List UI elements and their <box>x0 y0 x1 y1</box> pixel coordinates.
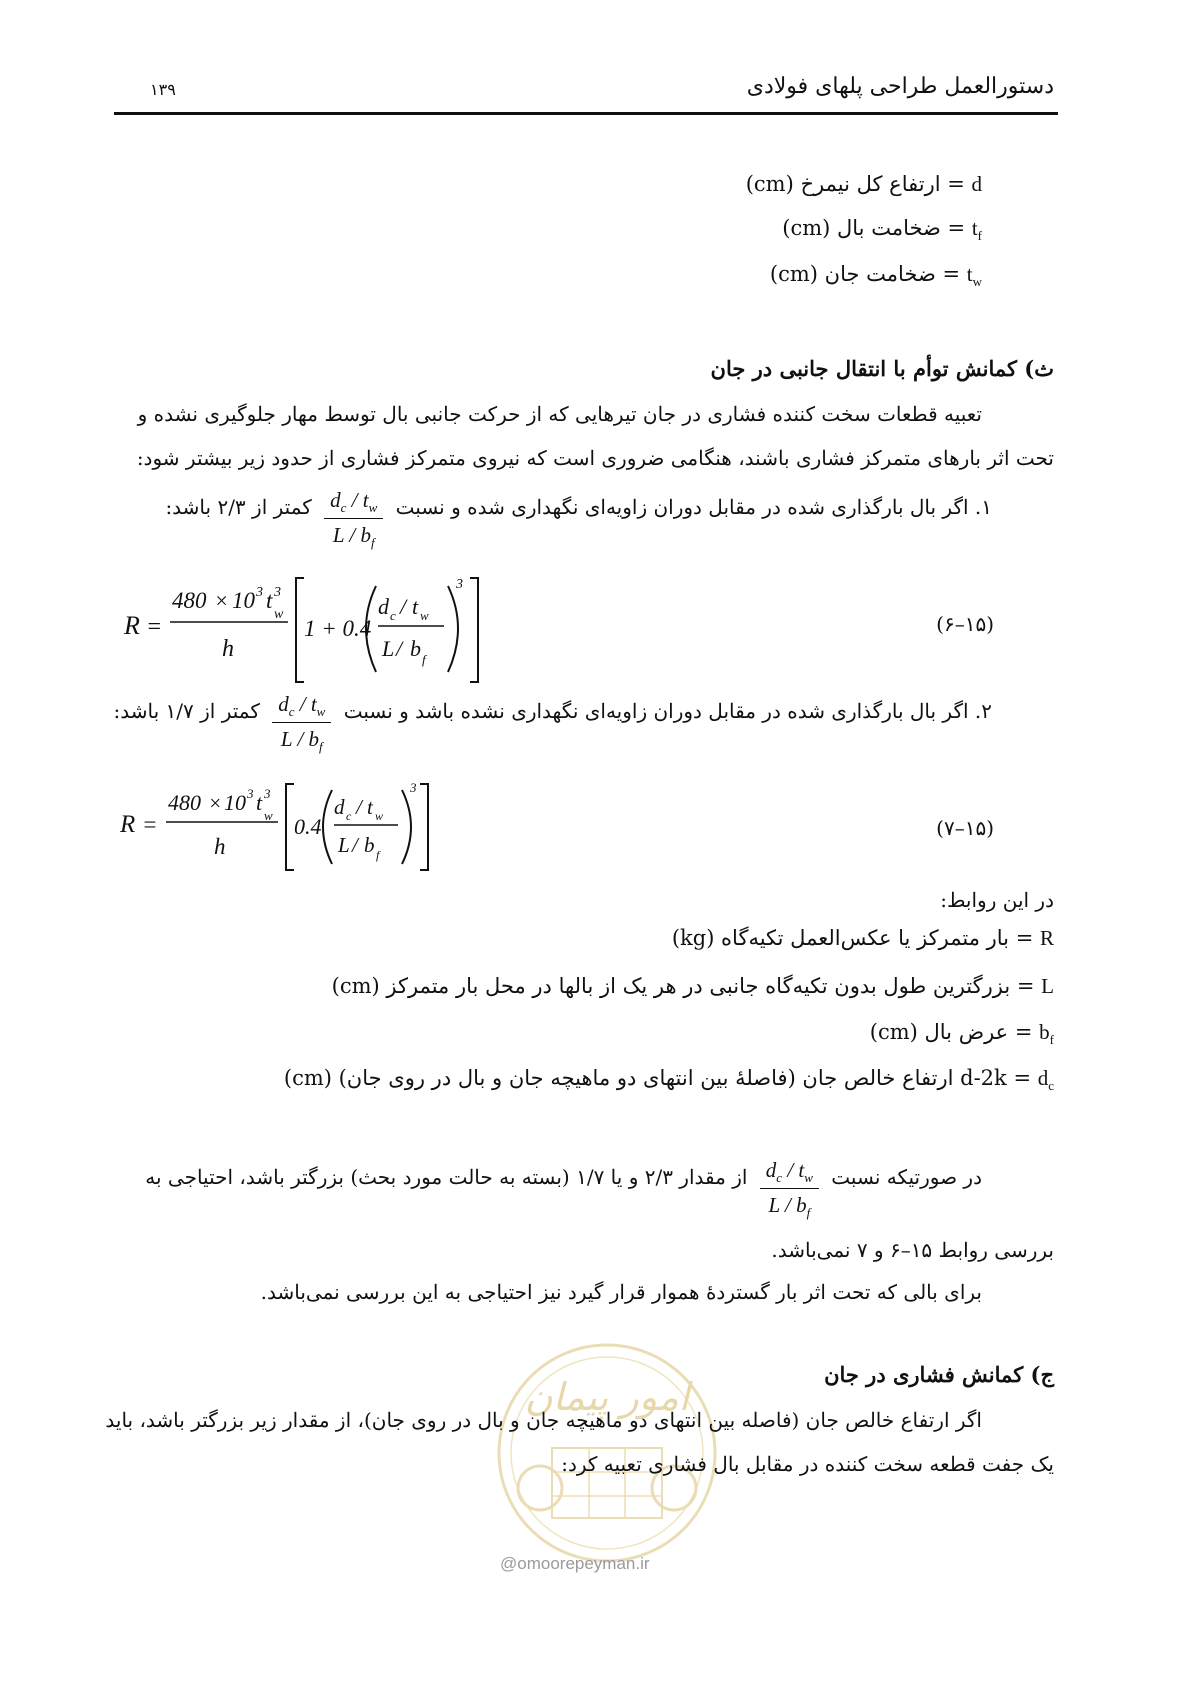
note-line-3: برای بالی که تحت اثر بار گستردهٔ هموار قرار گیرد نیز احتیاجی به این بررسی نمی‌باشد. <box>260 1280 982 1304</box>
def-text: = عرض بال (cm) <box>869 1020 1040 1044</box>
svg-text:1 + 0.4: 1 + 0.4 <box>304 616 372 641</box>
svg-text:×: × <box>214 588 229 613</box>
def-dc <box>284 1066 1054 1094</box>
svg-text:w: w <box>420 608 429 623</box>
def-symbol: $b_f$ <box>1039 1020 1054 1048</box>
svg-text:3: 3 <box>264 786 271 801</box>
svg-text:480: 480 <box>168 790 201 815</box>
header-rule <box>114 112 1058 115</box>
svg-text:w: w <box>274 607 284 622</box>
svg-text:c: c <box>390 608 396 623</box>
paragraph-line: تعبیه قطعات سخت کننده فشاری در جان تیرهایی که از حرکت جانبی بال توسط مهار جلوگیری نشده و <box>137 402 982 426</box>
def-text: = ضخامت جان (cm) <box>769 262 967 286</box>
def-L <box>332 974 1054 999</box>
svg-text:480: 480 <box>172 588 207 613</box>
svg-text:3: 3 <box>456 577 463 592</box>
svg-text:b: b <box>410 636 421 661</box>
equation-15-6-graphic <box>120 572 520 684</box>
def-text: = d-2k ارتفاع خالص جان (فاصلهٔ بین انتهای دو ماهیچه جان و بال در روی جان) (cm) <box>283 1066 1038 1090</box>
svg-text:=: = <box>146 614 163 640</box>
svg-text:d: d <box>334 795 345 819</box>
ratio-fraction: $\frac{d_c / t_w}{L / b_f}$ <box>760 1160 819 1219</box>
def-symbol: $t_w$ <box>966 262 982 290</box>
svg-text:10: 10 <box>224 790 246 815</box>
def-text: = بار متمرکز یا عکس‌العمل تکیه‌گاه (kg) <box>671 926 1040 950</box>
def-tf <box>782 216 982 244</box>
paragraph-line: اگر ارتفاع خالص جان (فاصله بین انتهای دو ماهیچه جان و بال در روی جان)، از مقدار زیر بزرگتر باشد، باید <box>105 1408 982 1432</box>
list-item-1 <box>165 490 992 549</box>
equation-number-15-7: (۱۵–۷) <box>936 816 994 840</box>
ratio-fraction: $\frac{d_c / t_w}{L / b_f}$ <box>324 490 383 549</box>
ratio-fraction: $\frac{d_c / t_w}{L / b_f}$ <box>272 694 331 753</box>
section-heading-lateral-web-buckling: ث) کمانش توأم با انتقال جانبی در جان <box>710 356 1054 381</box>
def-text: = بزرگترین طول بدون تکیه‌گاه جانبی در هر یک از بالها در محل بار متمرکز (cm) <box>331 974 1042 998</box>
svg-text:3: 3 <box>256 585 263 600</box>
svg-text:/: / <box>356 795 362 819</box>
watermark-logo-text: امور پیمان <box>524 1375 690 1419</box>
svg-text:t: t <box>412 594 419 619</box>
watermark-site: @omoorepeyman.ir <box>500 1554 650 1573</box>
svg-text:t: t <box>367 795 373 819</box>
def-symbol: $d_c$ <box>1037 1066 1054 1094</box>
svg-text:d: d <box>378 594 389 619</box>
note-text: از مقدار ۲/۳ و یا ۱/۷ (بسته به حالت مورد بحث) بزرگتر باشد، احتیاجی به <box>145 1165 748 1190</box>
svg-text:R: R <box>120 811 136 838</box>
svg-text:/: / <box>352 833 358 857</box>
svg-text:L: L <box>382 636 395 661</box>
def-d <box>746 172 982 197</box>
running-header-title: دستورالعمل طراحی پلهای فولادی <box>746 74 1054 99</box>
svg-text:=: = <box>142 812 158 837</box>
svg-text:10: 10 <box>232 588 255 613</box>
svg-text:/: / <box>400 594 407 619</box>
def-symbol: d <box>971 172 982 196</box>
def-text: = ضخامت بال (cm) <box>782 216 972 240</box>
page-number: ۱۳۹ <box>150 80 176 99</box>
def-text: = ارتفاع کل نیمرخ (cm) <box>745 172 972 196</box>
def-tw <box>770 262 982 290</box>
note-text: در صورتیکه نسبت <box>831 1165 982 1190</box>
paragraph-line: یک جفت قطعه سخت کننده در مقابل بال فشاری تعبیه کرد: <box>561 1452 1054 1476</box>
item-text: ۲. اگر بال بارگذاری شده در مقابل دوران زاویه‌ای نگهداری نشده باشد و نسبت <box>343 699 992 724</box>
svg-text:w: w <box>264 808 273 823</box>
svg-text:f: f <box>422 652 426 667</box>
equation-15-7 <box>120 778 450 881</box>
svg-text:3: 3 <box>247 786 254 801</box>
svg-text:×: × <box>208 791 223 815</box>
section-heading-compression-web-buckling: ج) کمانش فشاری در جان <box>824 1362 1054 1387</box>
svg-text:R: R <box>124 611 140 640</box>
paragraph-line: تحت اثر بارهای متمرکز فشاری باشند، هنگامی ضروری است که نیروی متمرکز فشاری از حدود زیر بیشتر شود: <box>136 446 1054 470</box>
svg-text:L: L <box>338 833 350 857</box>
note-line-2: بررسی روابط ۱۵–۶ و ۷ نمی‌باشد. <box>771 1238 1054 1262</box>
def-symbol: R <box>1039 926 1054 950</box>
item-text: کمتر از ۱/۷ باشد: <box>113 699 260 724</box>
item-text: کمتر از ۲/۳ باشد: <box>165 495 312 520</box>
item-text: ۱. اگر بال بارگذاری شده در مقابل دوران زاویه‌ای نگهداری شده و نسبت <box>395 495 992 520</box>
def-symbol: $t_f$ <box>971 216 982 244</box>
equation-15-7-graphic <box>120 778 450 874</box>
note-line-1 <box>145 1160 1054 1219</box>
list-item-2 <box>114 694 992 753</box>
svg-text:/: / <box>396 636 403 661</box>
svg-text:f: f <box>376 848 380 862</box>
svg-text:b: b <box>364 833 375 857</box>
equation-number-15-6: (۱۵–۶) <box>936 612 994 636</box>
svg-text:c: c <box>346 809 352 823</box>
svg-text:3: 3 <box>274 585 281 600</box>
svg-text:h: h <box>214 834 226 859</box>
svg-text:0.4: 0.4 <box>294 814 322 839</box>
def-R <box>672 926 1054 951</box>
svg-text:3: 3 <box>410 780 417 795</box>
where-intro: در این روابط: <box>940 888 1054 912</box>
equation-15-6 <box>120 572 520 691</box>
svg-text:t: t <box>256 790 263 815</box>
svg-text:t: t <box>266 588 273 613</box>
def-bf <box>870 1020 1054 1048</box>
def-symbol: L <box>1041 974 1054 998</box>
svg-text:w: w <box>375 809 384 823</box>
svg-text:h: h <box>222 636 234 662</box>
